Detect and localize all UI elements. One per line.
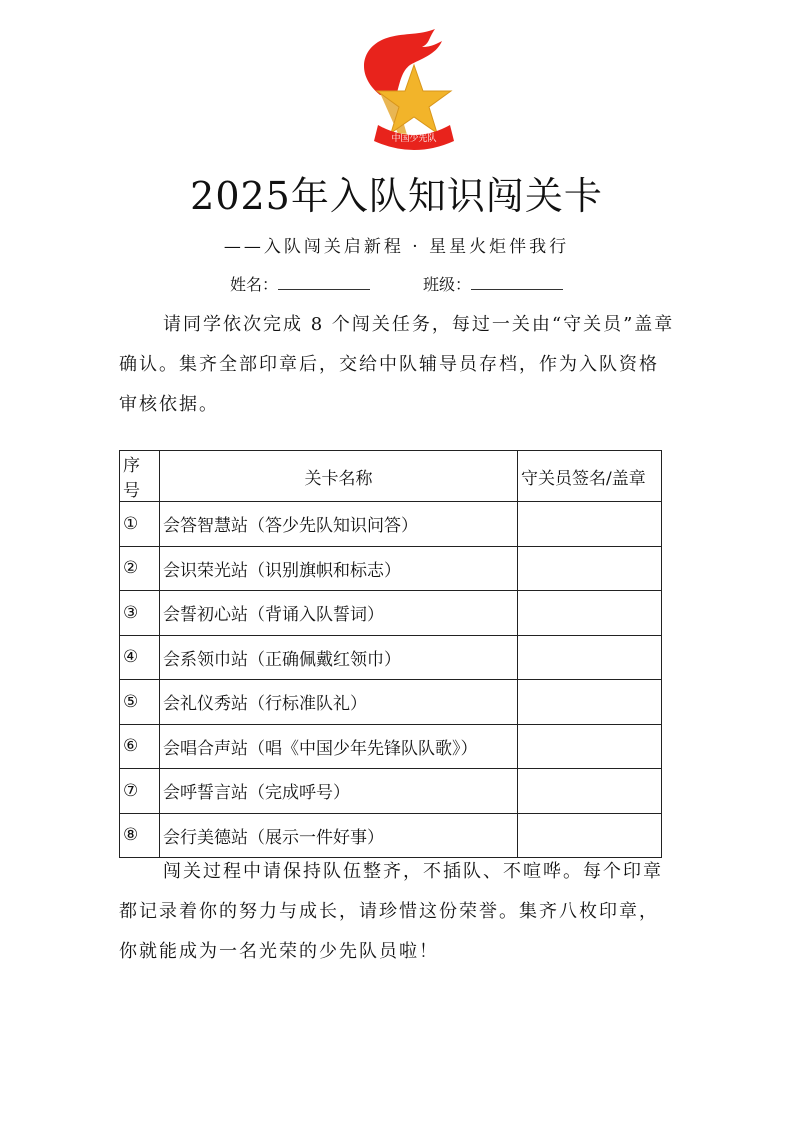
name-field (230, 272, 370, 295)
table-row (120, 502, 662, 547)
sign-cell (518, 813, 662, 858)
row-number: ⑧ (120, 813, 160, 858)
logo-text: 中国少先队 (391, 134, 437, 144)
student-info (0, 272, 793, 295)
sign-cell (518, 591, 662, 636)
row-number: ① (120, 502, 160, 547)
checkpoint-name: 会答智慧站（答少先队知识问答） (160, 502, 518, 547)
table-row (120, 769, 662, 814)
header-sign: 守关员签名/盖章 (518, 451, 662, 502)
subtitle: ——入队闯关启新程 · 星星火炬伴我行 (223, 237, 570, 257)
checkpoint-name: 会行美德站（展示一件好事） (160, 813, 518, 858)
table-row (120, 591, 662, 636)
sign-cell (518, 724, 662, 769)
sign-cell (518, 546, 662, 591)
table-header (120, 451, 662, 502)
checkpoint-table (119, 450, 662, 858)
header-name: 关卡名称 (160, 451, 518, 502)
checkpoint-name: 会唱合声站（唱《中国少年先锋队队歌》） (160, 724, 518, 769)
young-pioneers-logo (350, 25, 470, 160)
sign-cell (518, 502, 662, 547)
class-field (423, 272, 563, 295)
table-row (120, 813, 662, 858)
sign-cell (518, 769, 662, 814)
name-label: 姓名： (229, 275, 278, 294)
table-row (120, 724, 662, 769)
checkpoint-name: 会呼誓言站（完成呼号） (160, 769, 518, 814)
row-number: ⑦ (120, 769, 160, 814)
class-label: 班级： (423, 275, 472, 294)
intro-paragraph: 请同学依次完成 8 个闯关任务，每过一关由“守关员”盖章确认。集齐全部印章后，交给中队辅导员存档，作为入队资格审核依据。 (119, 314, 675, 415)
row-number: ② (120, 546, 160, 591)
checkpoint-name: 会识荣光站（识别旗帜和标志） (160, 546, 518, 591)
row-number: ④ (120, 635, 160, 680)
checkpoint-name: 会礼仪秀站（行标准队礼） (160, 680, 518, 725)
class-blank[interactable] (471, 275, 563, 290)
page-title: 2025年入队知识闯关卡 (190, 174, 603, 218)
closing-paragraph: 闯关过程中请保持队伍整齐，不插队、不喧哗。每个印章都记录着你的努力与成长，请珍惜这份荣誉。集齐八枚印章，你就能成为一名光荣的少先队员啦！ (119, 861, 663, 962)
sign-cell (518, 635, 662, 680)
sign-cell (518, 680, 662, 725)
row-number: ⑥ (120, 724, 160, 769)
table-row (120, 680, 662, 725)
checkpoint-name: 会誓初心站（背诵入队誓词） (160, 591, 518, 636)
table-row (120, 546, 662, 591)
row-number: ③ (120, 591, 160, 636)
checkpoint-name: 会系领巾站（正确佩戴红领巾） (160, 635, 518, 680)
name-blank[interactable] (278, 275, 370, 290)
header-no: 序号 (120, 451, 160, 502)
table-row (120, 635, 662, 680)
row-number: ⑤ (120, 680, 160, 725)
